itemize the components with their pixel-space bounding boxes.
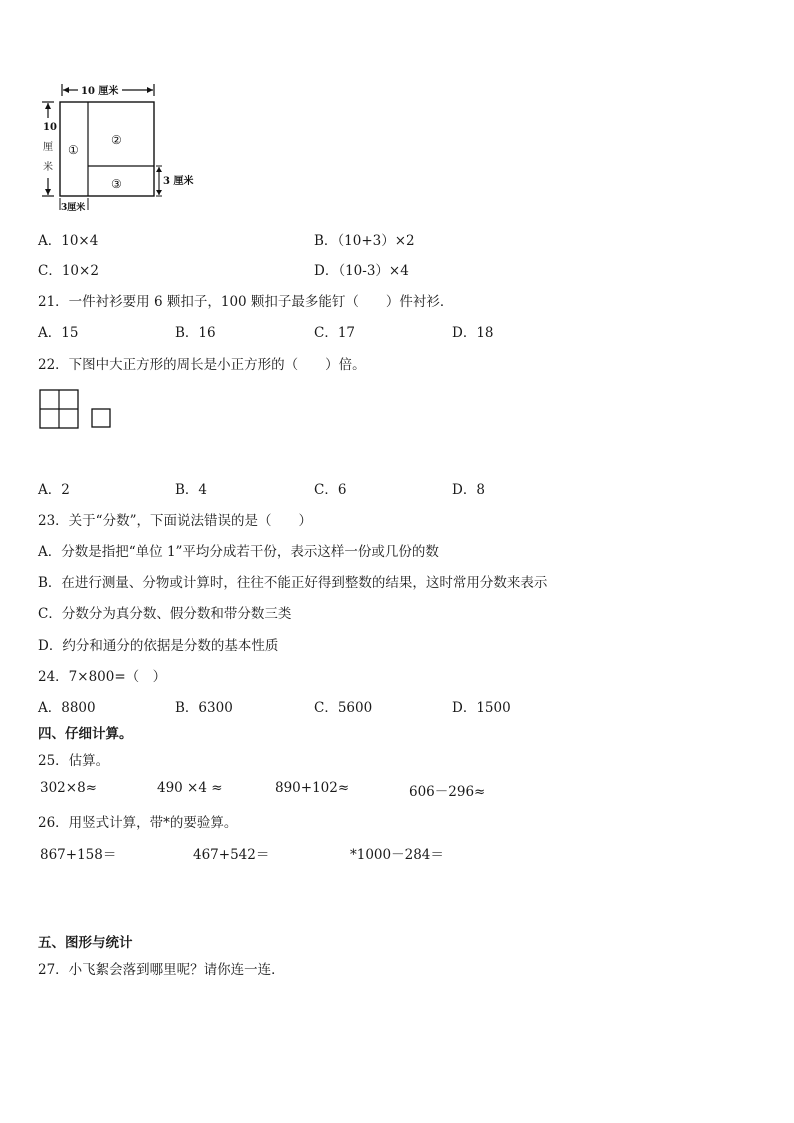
q26-item-2: 467+542＝ bbox=[193, 847, 270, 863]
rectangle-figure bbox=[36, 80, 196, 215]
q23-stem: 23．关于“分数”，下面说法错误的是（ ） bbox=[38, 513, 312, 529]
q20-option-b: B．（10+3）×2 bbox=[314, 233, 415, 249]
section-5-heading: 五、图形与统计 bbox=[38, 935, 133, 951]
q20-option-a: A．10×4 bbox=[38, 233, 99, 249]
q22-option-a: A．2 bbox=[38, 482, 70, 498]
figure-right-label: 3 厘米 bbox=[163, 176, 194, 187]
figure-left-char1: 厘 bbox=[43, 142, 53, 153]
q25-item-3: 890+102≈ bbox=[275, 780, 350, 796]
region-1-label: ① bbox=[68, 143, 79, 157]
squares-figure bbox=[38, 388, 118, 432]
q20-option-c: C．10×2 bbox=[38, 263, 99, 279]
q25-item-2: 490 ×4 ≈ bbox=[157, 780, 223, 796]
q21-option-b: B．16 bbox=[175, 325, 216, 341]
q23-option-a: A．分数是指把“单位 1”平均分成若干份，表示这样一份或几份的数 bbox=[38, 544, 439, 560]
q23-option-d: D．约分和通分的依据是分数的基本性质 bbox=[38, 638, 279, 654]
q24-option-c: C．5600 bbox=[314, 700, 373, 716]
q21-option-d: D．18 bbox=[452, 325, 494, 341]
figure-left-char2: 米 bbox=[43, 162, 53, 173]
q24-option-a: A．8800 bbox=[38, 700, 96, 716]
q25-item-1: 302×8≈ bbox=[40, 780, 97, 796]
q26-stem: 26．用竖式计算，带*的要验算。 bbox=[38, 815, 238, 831]
q24-stem: 24．7×800=（ ） bbox=[38, 669, 167, 685]
q25-item-4: 606－296≈ bbox=[409, 784, 486, 800]
section-4-heading: 四、仔细计算。 bbox=[38, 726, 133, 742]
q24-option-d: D．1500 bbox=[452, 700, 511, 716]
q25-stem: 25．估算。 bbox=[38, 753, 110, 769]
q26-item-3: *1000－284＝ bbox=[350, 847, 444, 863]
q26-item-1: 867+158＝ bbox=[40, 847, 117, 863]
figure-bottom-label: 3厘米 bbox=[61, 203, 86, 213]
q22-option-b: B．4 bbox=[175, 482, 208, 498]
q23-option-c: C．分数分为真分数、假分数和带分数三类 bbox=[38, 606, 292, 622]
q24-option-b: B．6300 bbox=[175, 700, 233, 716]
q22-stem: 22．下图中大正方形的周长是小正方形的（ ）倍。 bbox=[38, 357, 366, 373]
q27-stem: 27．小飞絮会落到哪里呢？请你连一连． bbox=[38, 962, 285, 978]
q22-option-d: D．8 bbox=[452, 482, 485, 498]
q21-option-c: C．17 bbox=[314, 325, 356, 341]
figure-top-label: 10 厘米 bbox=[81, 86, 119, 97]
q21-stem: 21．一件衬衫要用 6 颗扣子，100 颗扣子最多能钉（ ）件衬衫． bbox=[38, 294, 454, 310]
figure-left-num: 10 bbox=[43, 122, 57, 133]
q21-option-a: A．15 bbox=[38, 325, 79, 341]
q22-option-c: C．6 bbox=[314, 482, 347, 498]
q23-option-b: B．在进行测量、分物或计算时，往往不能正好得到整数的结果，这时常用分数来表示 bbox=[38, 575, 548, 591]
q20-option-d: D．（10-3）×4 bbox=[314, 263, 409, 279]
region-3-label: ③ bbox=[111, 177, 122, 191]
region-2-label: ② bbox=[111, 133, 122, 147]
